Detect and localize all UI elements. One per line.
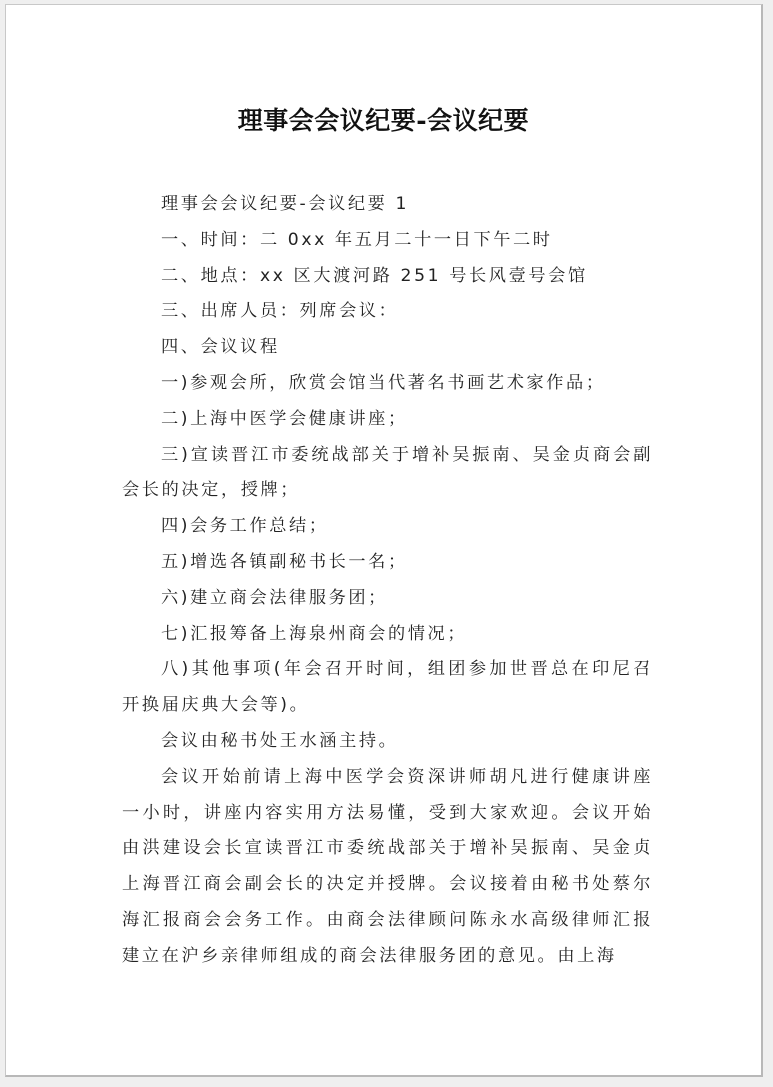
document-page: [5, 4, 763, 1077]
agenda-item-1: 一)参观会所，欣赏会馆当代著名书画艺术家作品；: [161, 372, 606, 393]
agenda-item-7: 七)汇报筹备上海泉州商会的情况；: [161, 623, 468, 644]
paragraph-proceedings: 会议开始前请上海中医学会资深讲师胡凡进行健康讲座一小时，讲座内容实用方法易懂，受到大家欢迎。会议开始由洪建设会长宣读晋江市委统战部关于增补吴振南、吴金贞上海晋江商会副会长的决定并授牌。会议接着由秘书处蔡尔海汇报商会会务工作。由商会法律顾问陈永水高级律师汇报建立在沪乡亲律师组成的商会法律服务团的意见。由上海: [122, 766, 653, 966]
agenda-item-3: 三)宣读晋江市委统战部关于增补吴振南、吴金贞商会副会长的决定，授牌；: [122, 444, 653, 501]
paragraph-agenda-heading: 四、会议议程: [161, 337, 280, 358]
agenda-item-4: 四)会务工作总结；: [161, 516, 329, 537]
agenda-item-2: 二)上海中医学会健康讲座；: [161, 408, 408, 429]
agenda-item-6: 六)建立商会法律服务团；: [161, 587, 388, 608]
agenda-item-8: 八)其他事项(年会召开时间，组团参加世晋总在印尼召开换届庆典大会等)。: [122, 659, 653, 716]
document-body: [122, 187, 653, 975]
agenda-item-5: 五)增选各镇副秘书长一名；: [161, 551, 408, 572]
paragraph-location: 二、地点：xx 区大渡河路 251 号长风壹号会馆: [161, 265, 588, 286]
document-title: 理事会会议纪要-会议纪要: [237, 106, 530, 135]
paragraph-heading: 理事会会议纪要-会议纪要 1: [161, 194, 410, 214]
paragraph-host: 会议由秘书处王水涵主持。: [161, 730, 399, 751]
paragraph-time: 一、时间：二 0xx 年五月二十一日下午二时: [161, 229, 553, 250]
paragraph-attendees: 三、出席人员：列席会议：: [161, 301, 399, 322]
